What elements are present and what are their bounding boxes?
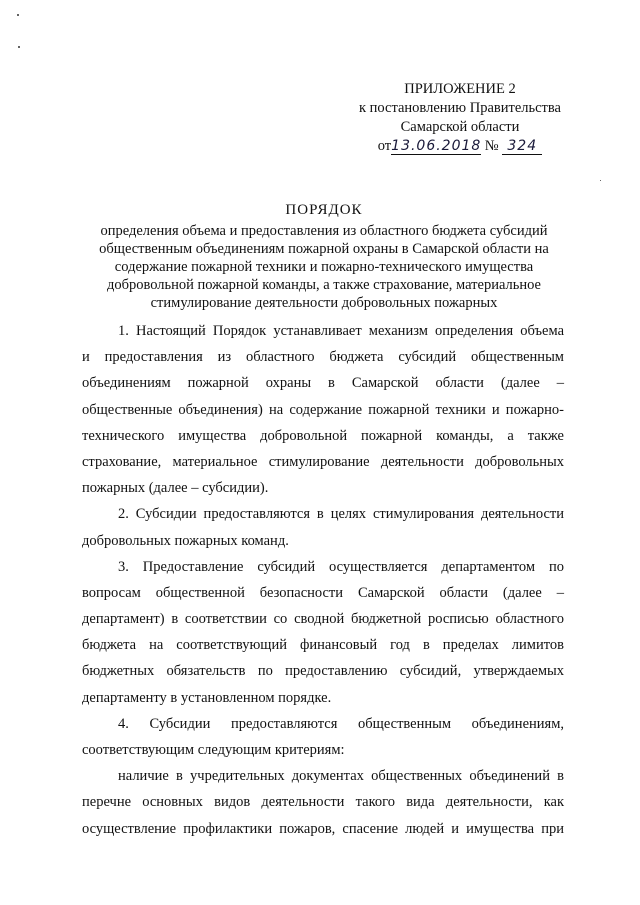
- paragraph-line: страхование, материальное стимулирование деятельности добровольных: [82, 453, 564, 470]
- scan-speck: [600, 180, 601, 181]
- document-body: [82, 318, 564, 842]
- subtitle-line: общественным объединениям пожарной охраны в Самарской области на: [99, 241, 549, 257]
- paragraph-line: добровольных пожарных команд.: [82, 532, 289, 549]
- handwritten-number: 324: [502, 138, 542, 155]
- paragraph-line: пожарных (далее – субсидии).: [82, 480, 269, 497]
- paragraph-line: 2. Субсидии предоставляются в целях стимулирования деятельности: [118, 506, 564, 523]
- scan-speck: [17, 14, 19, 16]
- document-title: ПОРЯДОК: [285, 202, 363, 218]
- paragraph-line: вопросам общественной безопасности Самарской области (далее –: [82, 584, 564, 601]
- paragraph-line: соответствующим следующим критериям:: [82, 742, 345, 758]
- paragraph-line: департаменту в установленном порядке.: [82, 689, 332, 706]
- scan-speck: [18, 46, 20, 48]
- paragraph-line: и предоставления из областного бюджета субсидий общественным: [82, 349, 564, 366]
- paragraph-line: 3. Предоставление субсидий осуществляется департаментом по: [118, 558, 564, 575]
- document-subtitle: [64, 222, 584, 312]
- appendix-label: ПРИЛОЖЕНИЕ 2: [404, 81, 516, 97]
- paragraph-line: общественные объединения) на содержание пожарной техники и пожарно-: [82, 401, 564, 418]
- handwritten-date: 13.06.2018: [391, 138, 482, 154]
- subtitle-line: стимулирование деятельности добровольных пожарных: [150, 295, 498, 311]
- resolution-ref: к постановлению Правительства: [359, 100, 561, 116]
- from-prefix: от: [377, 138, 392, 154]
- subtitle-line: добровольной пожарной команды, а также страхование, материальное: [106, 277, 541, 293]
- paragraph-line: департамент) в соответствии со сводной бюджетной росписью областного: [82, 611, 564, 628]
- paragraph-line: осуществление профилактики пожаров, спасение людей и имущества при: [82, 820, 564, 837]
- paragraph-line: перечне основных видов деятельности такого вида деятельности, как: [82, 794, 564, 811]
- paragraph-line: 1. Настоящий Порядок устанавливает механизм определения объема: [118, 323, 564, 339]
- number-prefix: №: [484, 138, 499, 154]
- paragraph-line: наличие в учредительных документах общественных объединений в: [118, 768, 564, 785]
- subtitle-line: определения объема и предоставления из областного бюджета субсидий: [100, 223, 548, 239]
- paragraph-line: технического имущества добровольной пожарной команды, а также: [82, 427, 564, 444]
- paragraph-line: бюджетных обязательств по предоставлению субсидий, утверждаемых: [82, 663, 564, 680]
- paragraph-line: объединениям пожарной охраны в Самарской области (далее –: [82, 375, 564, 392]
- subtitle-line: содержание пожарной техники и пожарно-технического имущества: [114, 259, 534, 275]
- paragraph-line: бюджета на соответствующий финансовый год в пределах лимитов: [82, 637, 564, 654]
- region-name: Самарской области: [400, 119, 520, 135]
- date-number-line: [340, 137, 580, 156]
- appendix-header: [340, 80, 580, 156]
- paragraph-line: 4. Субсидии предоставляются общественным объединениям,: [118, 715, 564, 732]
